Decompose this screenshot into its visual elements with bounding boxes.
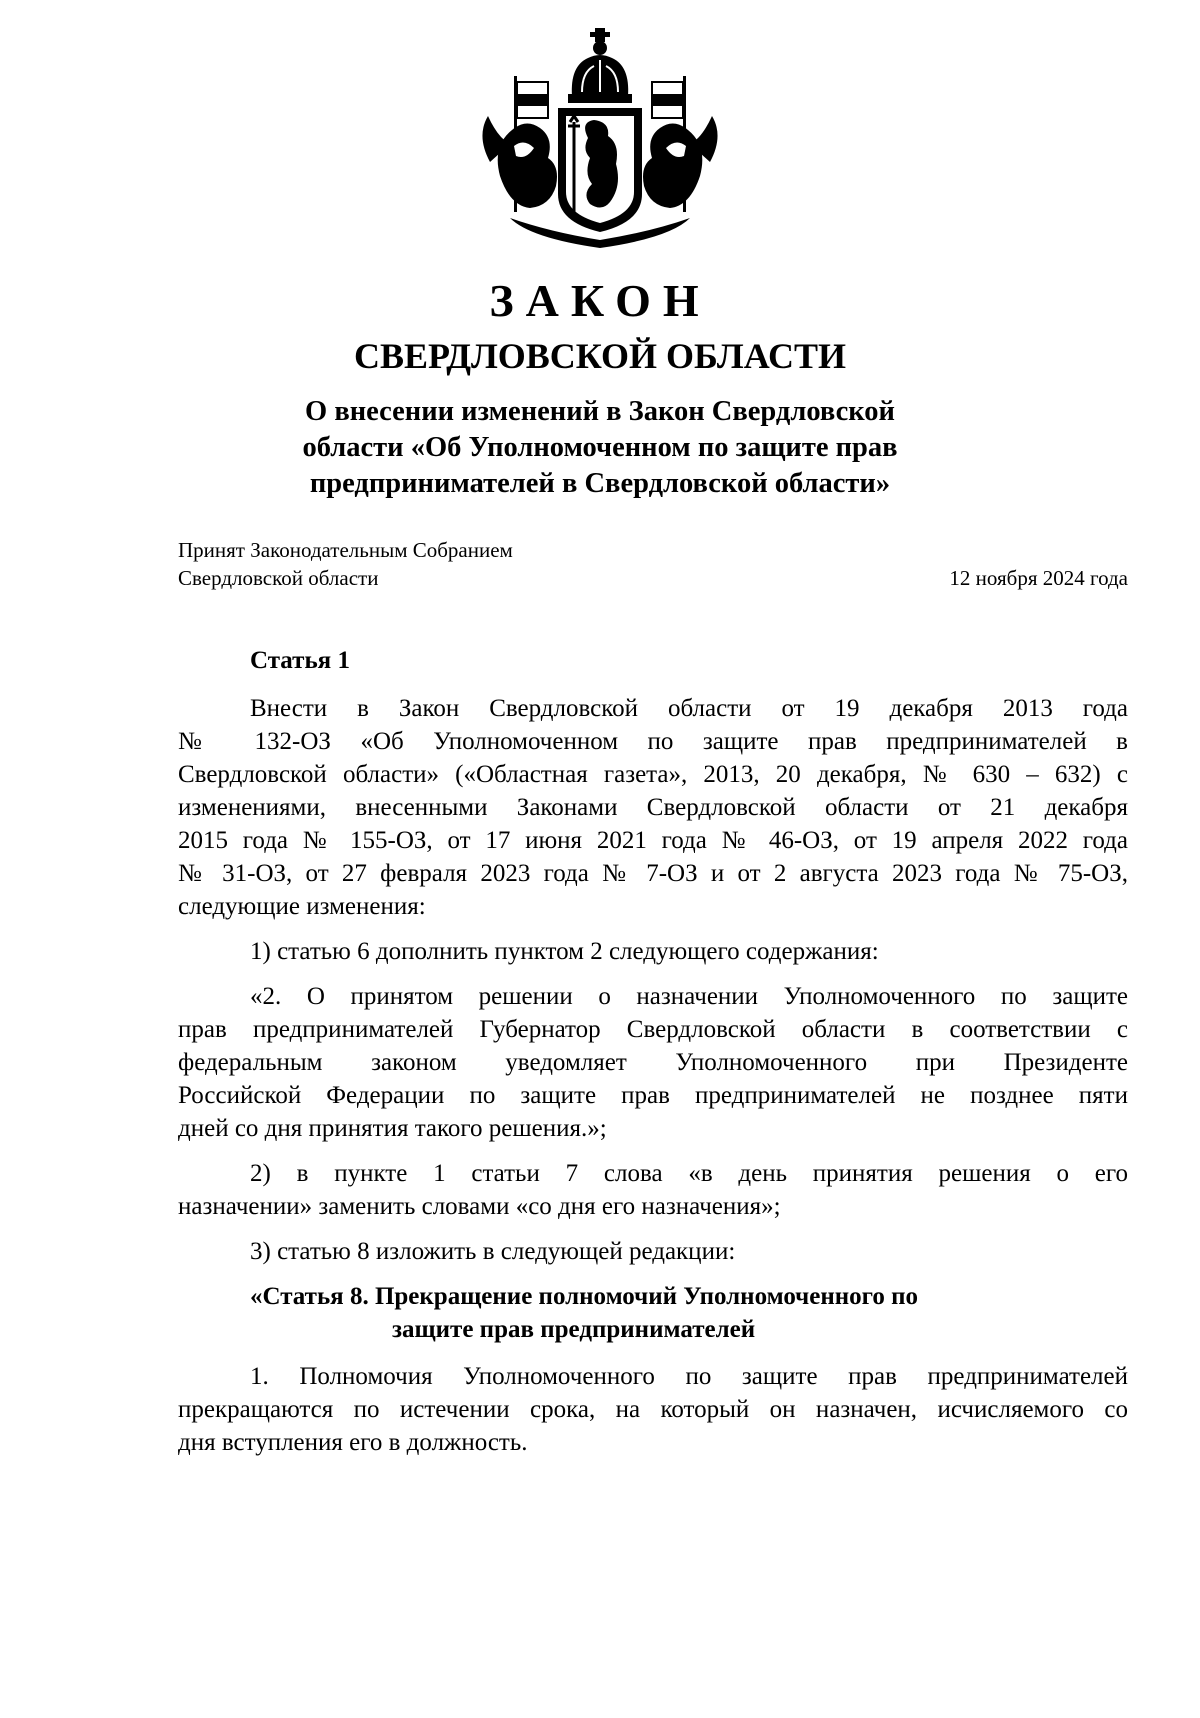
law-subject-title	[270, 394, 930, 502]
text-line: № 132-ОЗ «Об Уполномоченном по защите прав предпринимателей в	[178, 728, 1128, 755]
text-line: 1) статью 6 дополнить пунктом 2 следующего содержания:	[250, 938, 879, 965]
region-title: СВЕРДЛОВСКОЙ ОБЛАСТИ	[354, 336, 846, 376]
text-line: Внести в Закон Свердловской области от 19 декабря 2013 года	[250, 695, 1128, 722]
subject-line: О внесении изменений в Закон Свердловской	[305, 396, 895, 427]
adopted-by-line: Принят Законодательным Собранием	[178, 538, 513, 562]
text-line: федеральным законом уведомляет Уполномоченного при Президенте	[178, 1049, 1128, 1076]
item-2-paragraph	[178, 1157, 1128, 1223]
item-1-quoted-text	[178, 980, 1128, 1145]
text-line: изменениями, внесенными Законами Свердловской области от 21 декабря	[178, 794, 1128, 821]
article-8-point-1	[178, 1360, 1128, 1459]
item-3-paragraph	[178, 1235, 1128, 1268]
subject-line: области «Об Уполномоченном по защите прав	[302, 432, 898, 463]
text-line: Свердловской области» («Областная газета», 2013, 20 декабря, № 630 – 632) с	[178, 761, 1128, 788]
text-line: 2015 года № 155-ОЗ, от 17 июня 2021 года № 46-ОЗ, от 19 апреля 2022 года	[178, 827, 1128, 854]
article-heading: Статья 1	[250, 647, 350, 674]
text-line: прекращаются по истечении срока, на который он назначен, исчисляемого со	[178, 1396, 1128, 1423]
text-line: 2) в пункте 1 статьи 7 слова «в день принятия решения о его	[250, 1160, 1128, 1187]
text-line: защите прав предпринимателей	[392, 1316, 756, 1343]
adopted-by-line: Свердловской области	[178, 566, 379, 590]
coat-of-arms-icon	[470, 26, 730, 250]
text-line: Российской Федерации по защите прав предпринимателей не позднее пяти	[178, 1082, 1128, 1109]
document-type-title: ЗАКОН	[489, 275, 711, 326]
text-line: дней со дня принятия такого решения.»;	[178, 1115, 607, 1142]
item-1-paragraph	[178, 935, 1128, 968]
text-line: следующие изменения:	[178, 893, 426, 920]
text-line: прав предпринимателей Губернатор Свердловской области в соответствии с	[178, 1016, 1128, 1043]
document-body	[178, 644, 1128, 1471]
subject-line: предпринимателей в Свердловской области»	[309, 468, 891, 499]
text-line: назначении» заменить словами «со дня его назначения»;	[178, 1193, 781, 1220]
adoption-block	[178, 536, 1128, 592]
text-line: № 31-ОЗ, от 27 февраля 2023 года № 7-ОЗ и от 2 августа 2023 года № 75-ОЗ,	[178, 860, 1128, 887]
article-intro-paragraph	[178, 692, 1128, 923]
text-line: 3) статью 8 изложить в следующей редакции:	[250, 1238, 736, 1265]
text-line: 1. Полномочия Уполномоченного по защите прав предпринимателей	[250, 1363, 1128, 1390]
text-line: «Статья 8. Прекращение полномочий Уполномоченного по	[250, 1283, 919, 1310]
text-line: дня вступления его в должность.	[178, 1429, 528, 1456]
adoption-date: 12 ноября 2024 года	[949, 566, 1128, 590]
text-line: «2. О принятом решении о назначении Уполномоченного по защите	[250, 983, 1128, 1010]
article-8-heading	[250, 1280, 1128, 1346]
